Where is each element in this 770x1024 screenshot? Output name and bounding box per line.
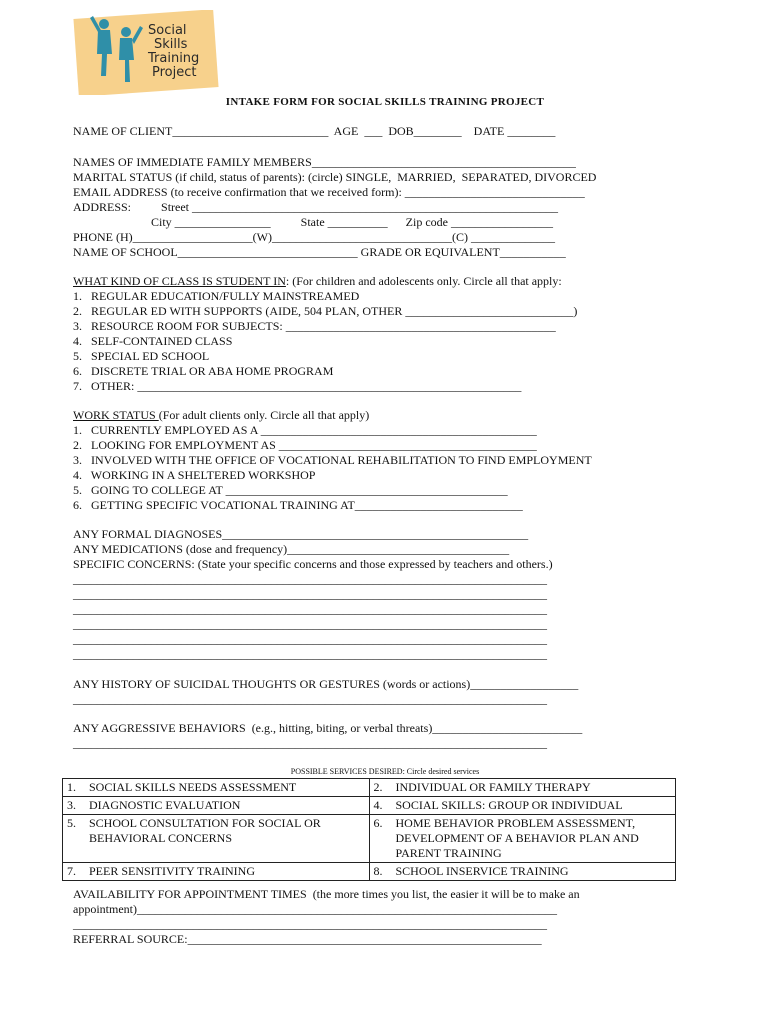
concerns-blank-line[interactable]: _______________________________________________________________________________ [73,572,547,586]
class-section-heading [73,274,562,288]
school-line[interactable]: NAME OF SCHOOL______________________________ GRADE OR EQUIVALENT___________ [73,245,566,259]
class-item[interactable]: 2. REGULAR ED WITH SUPPORTS (AIDE, 504 PLAN, OTHER ____________________________) [73,304,578,318]
logo-line-1: Social [148,23,187,38]
service-label: HOME BEHAVIOR PROBLEM ASSESSMENT, DEVELOPMENT OF A BEHAVIOR PLAN AND PARENT TRAINING [395,816,639,860]
service-label: SOCIAL SKILLS NEEDS ASSESSMENT [89,780,297,794]
social-skills-logo [70,10,220,95]
diagnoses-line[interactable]: ANY FORMAL DIAGNOSES___________________________________________________ [73,527,529,541]
service-cell[interactable] [63,779,370,797]
referral-source-line[interactable]: REFERRAL SOURCE:___________________________________________________________ [73,932,542,946]
class-heading-underlined: WHAT KIND OF CLASS IS STUDENT IN [73,274,286,288]
logo-line-2: Skills [154,37,188,52]
concerns-blank-line[interactable]: _______________________________________________________________________________ [73,632,547,646]
address-line[interactable]: ADDRESS: Street _____________________________________________________________ [73,200,559,214]
table-row [63,863,676,881]
availability-line-1: AVAILABILITY FOR APPOINTMENT TIMES (the more times you list, the easier it will be to make an [73,887,580,901]
service-cell[interactable] [63,815,370,863]
medications-line[interactable]: ANY MEDICATIONS (dose and frequency)_____________________________________ [73,542,510,556]
family-members-line[interactable]: NAMES OF IMMEDIATE FAMILY MEMBERS____________________________________________ [73,155,576,169]
availability-blank-line[interactable]: _______________________________________________________________________________ [73,917,547,931]
availability-line-2[interactable]: appointment)______________________________________________________________________ [73,902,557,916]
aggressive-blank-line[interactable]: _______________________________________________________________________________ [73,736,547,750]
service-cell[interactable] [369,863,676,881]
service-number: 1. [67,780,76,794]
phone-line[interactable]: PHONE (H)____________________(W)______________________________(C) ______________ [73,230,555,244]
aggressive-line[interactable]: ANY AGGRESSIVE BEHAVIORS (e.g., hitting, biting, or verbal threats)_________________________ [73,721,583,735]
services-table [62,778,676,881]
class-item[interactable]: 4. SELF-CONTAINED CLASS [73,334,233,348]
concerns-label: SPECIFIC CONCERNS: (State your specific concerns and those expressed by teachers and others.) [73,557,553,571]
service-label: SCHOOL INSERVICE TRAINING [395,864,569,878]
work-section-heading [73,408,369,422]
services-heading: POSSIBLE SERVICES DESIRED: Circle desired services [290,767,480,776]
concerns-blank-line[interactable]: _______________________________________________________________________________ [73,587,547,601]
logo-line-4: Project [152,65,197,80]
service-number: 2. [373,780,383,794]
service-number: 7. [67,864,76,878]
concerns-blank-line[interactable]: _______________________________________________________________________________ [73,617,547,631]
concerns-blank-line[interactable]: _______________________________________________________________________________ [73,602,547,616]
service-number: 5. [67,816,76,830]
class-heading-rest: : (For children and adolescents only. Circle all that apply: [285,274,562,288]
concerns-blank-line[interactable]: _______________________________________________________________________________ [73,647,547,661]
class-item[interactable]: 6. DISCRETE TRIAL OR ABA HOME PROGRAM [73,364,334,378]
work-heading-underlined: WORK STATUS [73,408,159,422]
work-item[interactable]: 3. INVOLVED WITH THE OFFICE OF VOCATIONAL REHABILITATION TO FIND EMPLOYMENT [73,453,592,467]
email-line[interactable]: EMAIL ADDRESS (to receive confirmation that we received form): ______________________________ [73,185,585,199]
service-cell[interactable] [63,797,370,815]
service-number: 3. [67,798,76,812]
class-item[interactable]: 7. OTHER: ________________________________________________________________ [73,379,522,393]
city-state-zip-line[interactable]: City ________________ State __________ Zip code _________________ [73,215,553,229]
work-heading-rest: (For adult clients only. Circle all that apply) [158,408,370,422]
service-number: 6. [373,816,383,830]
service-cell[interactable] [369,797,676,815]
service-number: 4. [373,798,383,812]
service-cell[interactable] [369,815,676,863]
service-label: INDIVIDUAL OR FAMILY THERAPY [395,780,591,794]
service-label: PEER SENSITIVITY TRAINING [89,864,255,878]
form-title: INTAKE FORM FOR SOCIAL SKILLS TRAINING PROJECT [225,96,545,108]
table-row [63,797,676,815]
table-row [63,815,676,863]
service-label: SCHOOL CONSULTATION FOR SOCIAL OR BEHAVIORAL CONCERNS [89,816,321,845]
logo-line-3: Training [148,51,200,66]
marital-status-line[interactable]: MARITAL STATUS (if child, status of parents): (circle) SINGLE, MARRIED, SEPARATED, DIVORCED [73,170,597,184]
class-item[interactable]: 3. RESOURCE ROOM FOR SUBJECTS: _____________________________________________ [73,319,556,333]
work-item[interactable]: 4. WORKING IN A SHELTERED WORKSHOP [73,468,316,482]
work-item[interactable]: 6. GETTING SPECIFIC VOCATIONAL TRAINING AT____________________________ [73,498,523,512]
work-item[interactable]: 1. CURRENTLY EMPLOYED AS A ______________________________________________ [73,423,537,437]
service-number: 8. [373,864,383,878]
service-label: DIAGNOSTIC EVALUATION [89,798,241,812]
service-cell[interactable] [369,779,676,797]
service-cell[interactable] [63,863,370,881]
suicidal-line[interactable]: ANY HISTORY OF SUICIDAL THOUGHTS OR GESTURES (words or actions)__________________ [73,677,579,691]
suicidal-blank-line[interactable]: _______________________________________________________________________________ [73,692,547,706]
class-item[interactable]: 5. SPECIAL ED SCHOOL [73,349,210,363]
table-row [63,779,676,797]
work-item[interactable]: 5. GOING TO COLLEGE AT _______________________________________________ [73,483,508,497]
service-label: SOCIAL SKILLS: GROUP OR INDIVIDUAL [395,798,623,812]
work-item[interactable]: 2. LOOKING FOR EMPLOYMENT AS ___________________________________________ [73,438,537,452]
client-info-line[interactable]: NAME OF CLIENT__________________________ AGE ___ DOB________ DATE ________ [73,124,556,138]
class-item[interactable]: 1. REGULAR EDUCATION/FULLY MAINSTREAMED [73,289,360,303]
